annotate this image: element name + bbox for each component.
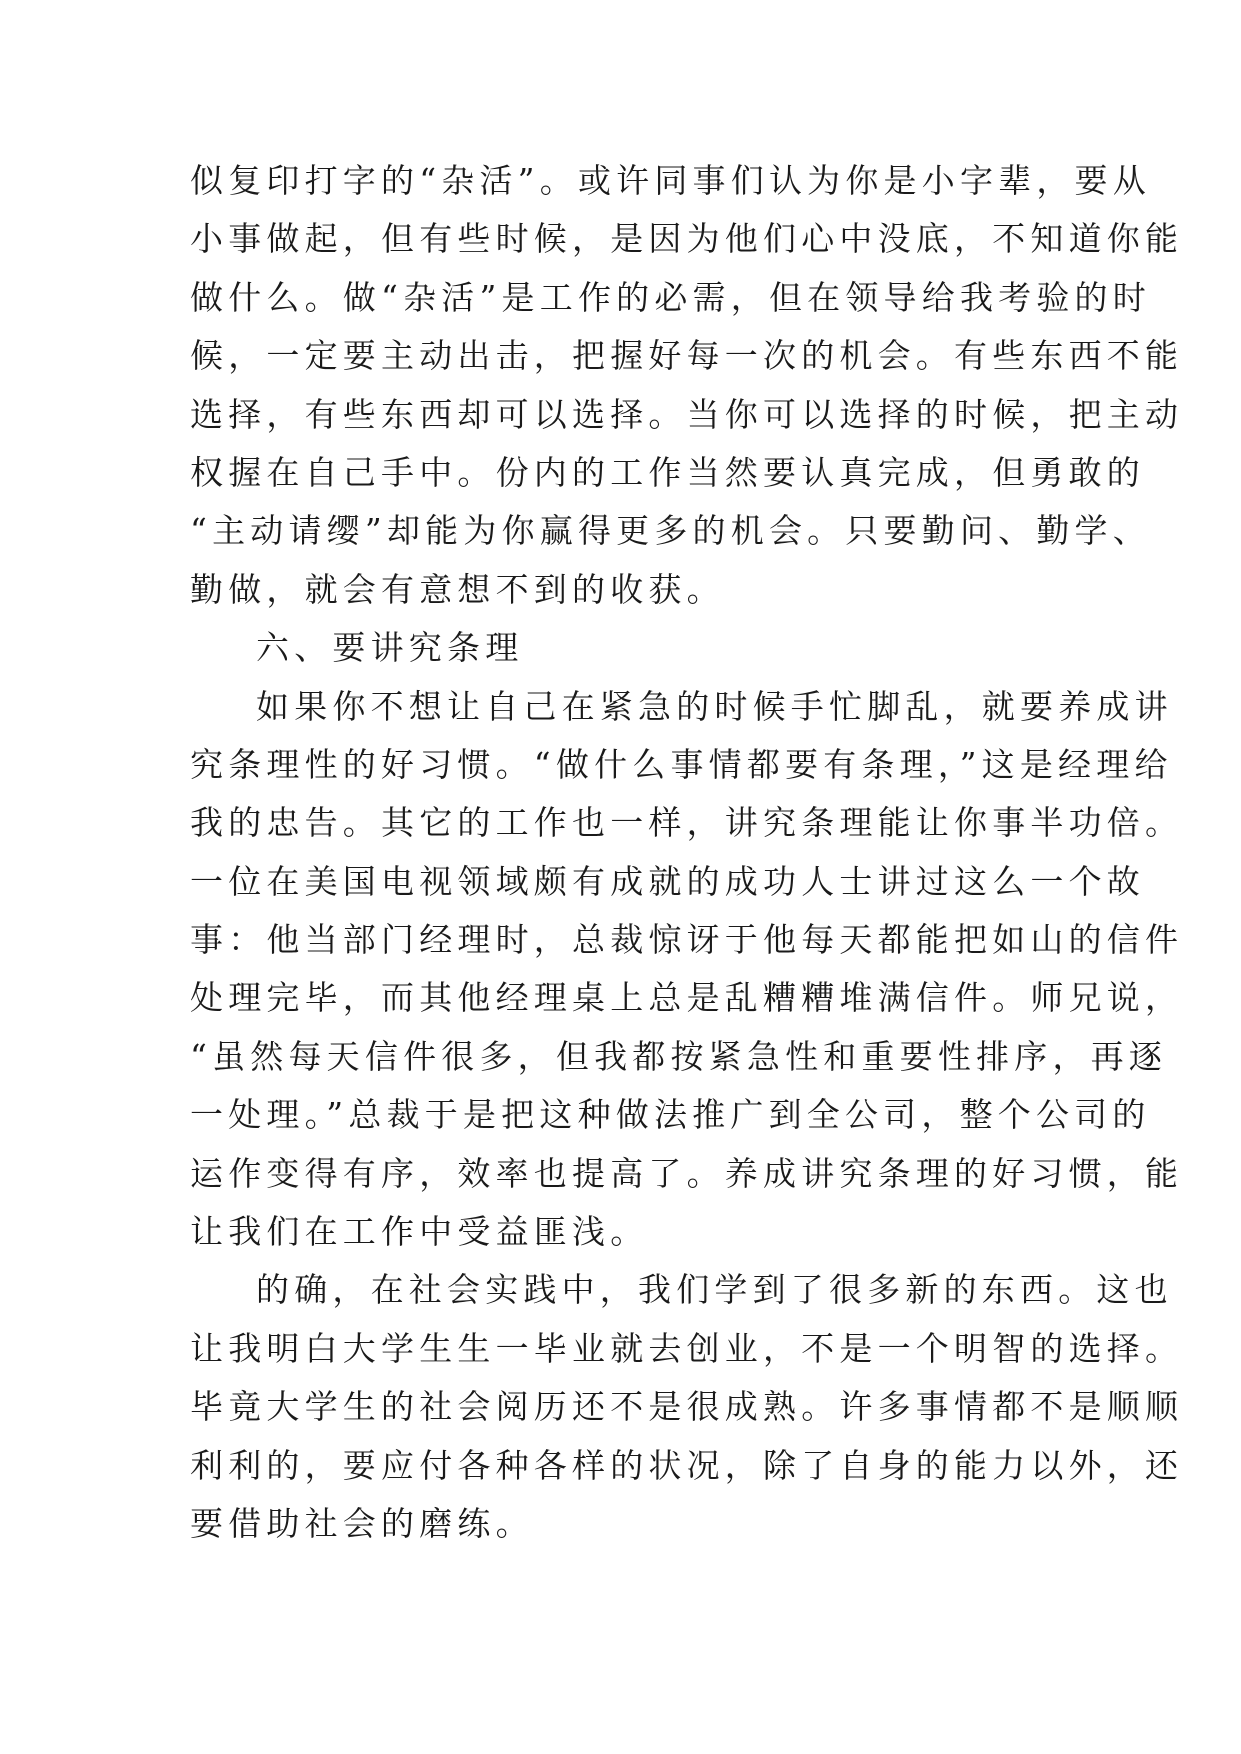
text-line: 权握在自己手中。份内的工作当然要认真完成，但勇敢的 — [190, 452, 1145, 492]
text-line: 一位在美国电视领域颇有成就的成功人士讲过这么一个故 — [190, 861, 1145, 901]
text-line: 我的忠告。其它的工作也一样，讲究条理能让你事半功倍。 — [190, 803, 1184, 843]
text-line: 候，一定要主动出击，把握好每一次的机会。有些东西不能 — [190, 336, 1184, 376]
text-line: 似复印打字的“杂活”。或许同事们认为你是小字辈，要从 — [190, 161, 1151, 200]
text-line: 一处理。”总裁于是把这种做法推广到全公司，整个公司的 — [190, 1095, 1151, 1135]
text-line: 利利的，要应付各种各样的状况，除了自身的能力以外，还 — [190, 1445, 1184, 1485]
text-line: “虽然每天信件很多，但我都按紧急性和重要性排序，再逐 — [190, 1036, 1168, 1076]
text-line: 选择，有些东西却可以选择。当你可以选择的时候，把主动 — [190, 394, 1184, 434]
section-heading: 六、要讲究条理 — [256, 628, 524, 668]
text-line: 事：他当部门经理时，总裁惊讶于他每天都能把如山的信件 — [190, 920, 1184, 960]
text-line: 让我们在工作中受益匪浅。 — [190, 1212, 649, 1252]
text-line: 的确，在社会实践中，我们学到了很多新的东西。这也 — [256, 1270, 1173, 1310]
text-line: 处理完毕，而其他经理桌上总是乱糟糟堆满信件。师兄说， — [190, 978, 1184, 1018]
text-line: 要借助社会的磨练。 — [190, 1503, 534, 1543]
text-line: 小事做起，但有些时候，是因为他们心中没底，不知道你能 — [190, 219, 1184, 259]
document-body — [190, 152, 1184, 1553]
text-line: 究条理性的好习惯。“做什么事情都要有条理，”这是经理给 — [190, 744, 1173, 784]
text-line: 运作变得有序，效率也提高了。养成讲究条理的好习惯，能 — [190, 1153, 1184, 1193]
text-line: 勤做，就会有意想不到的收获。 — [190, 569, 725, 609]
text-line: “主动请缨”却能为你赢得更多的机会。只要勤问、勤学、 — [190, 511, 1151, 551]
text-line: 毕竟大学生的社会阅历还不是很成熟。许多事情都不是顺顺 — [190, 1387, 1184, 1427]
text-line: 如果你不想让自己在紧急的时候手忙脚乱，就要养成讲 — [256, 686, 1173, 726]
text-line: 做什么。做“杂活”是工作的必需，但在领导给我考验的时 — [190, 277, 1151, 317]
text-line: 让我明白大学生生一毕业就去创业，不是一个明智的选择。 — [190, 1328, 1184, 1368]
